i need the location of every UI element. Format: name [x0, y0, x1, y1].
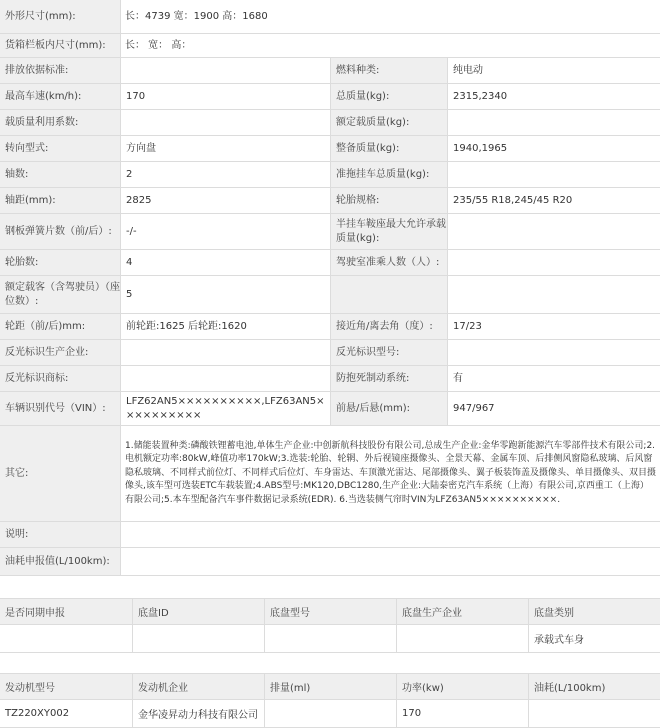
spec-value	[447, 110, 660, 135]
column-header: 功率(kw)	[396, 674, 528, 699]
spec-label: 轴数:	[0, 162, 120, 187]
spec-value: 纯电动	[447, 58, 660, 83]
spec-label: 轮胎数:	[0, 250, 120, 275]
spec-label: 外形尺寸(mm):	[0, 0, 120, 33]
spec-row	[0, 162, 660, 188]
spec-row	[0, 366, 660, 392]
spec-value: 5	[120, 276, 330, 313]
spec-row	[0, 58, 660, 84]
spec-label: 驾驶室准乘人数（人）:	[330, 250, 447, 275]
column-header: 底盘生产企业	[396, 599, 528, 624]
spec-label: 前悬/后悬(mm):	[330, 392, 447, 425]
spec-label: 其它:	[0, 426, 120, 521]
table-cell	[396, 625, 528, 652]
spec-value	[447, 214, 660, 249]
spec-label: 载质量利用系数:	[0, 110, 120, 135]
spec-label: 额定载客（含驾驶员）（座位数）:	[0, 276, 120, 313]
spec-row	[0, 392, 660, 426]
spec-row	[0, 340, 660, 366]
spec-value	[120, 58, 330, 83]
spec-row	[0, 34, 660, 58]
spec-label: 整备质量(kg):	[330, 136, 447, 161]
spec-value: 1940,1965	[447, 136, 660, 161]
column-header: 底盘型号	[264, 599, 396, 624]
spec-label: 准拖挂车总质量(kg):	[330, 162, 447, 187]
chassis-data-row	[0, 625, 660, 653]
spec-value	[447, 250, 660, 275]
spec-label: 车辆识别代号（VIN）:	[0, 392, 120, 425]
spec-label: 额定载质量(kg):	[330, 110, 447, 135]
table-cell: TZ220XY002	[5, 708, 70, 719]
spec-value: 长：4739 宽：1900 高：1680	[120, 0, 660, 33]
spec-row	[0, 250, 660, 276]
vin-value: LFZ62AN5××××××××××,LFZ63AN5××××××××××	[120, 392, 330, 425]
chassis-header-row	[0, 599, 660, 625]
spec-row	[0, 0, 660, 34]
spec-label: 货箱栏板内尺寸(mm):	[0, 34, 120, 57]
spec-label: 反光标识生产企业:	[0, 340, 120, 365]
spec-label: 轴距(mm):	[0, 188, 120, 213]
spec-label: 总质量(kg):	[330, 84, 447, 109]
spec-value	[120, 522, 660, 547]
table-cell	[132, 625, 264, 652]
column-header: 油耗(L/100km)	[528, 674, 660, 699]
spec-label: 油耗申报值(L/100km):	[0, 548, 120, 575]
column-header: 发动机型号	[0, 674, 132, 699]
table-cell	[0, 625, 132, 652]
table-cell	[264, 700, 396, 727]
engine-table	[0, 673, 660, 728]
spec-row	[0, 522, 660, 548]
spec-value	[120, 548, 660, 575]
spec-value: 2315,2340	[447, 84, 660, 109]
spec-row	[0, 188, 660, 214]
spec-value: 2825	[120, 188, 330, 213]
spec-row	[0, 314, 660, 340]
spec-value	[120, 110, 330, 135]
chassis-table	[0, 598, 660, 653]
table-cell: 金华凌昇动力科技有限公司	[132, 700, 264, 727]
table-cell	[264, 625, 396, 652]
spec-value: 方向盘	[120, 136, 330, 161]
spec-value: 长： 宽： 高：	[120, 34, 660, 57]
spec-value	[447, 162, 660, 187]
engine-header-row	[0, 674, 660, 700]
column-header: 是否同期申报	[0, 599, 132, 624]
spec-value	[447, 340, 660, 365]
spec-label: 排放依据标准:	[0, 58, 120, 83]
spec-label: 轮胎规格:	[330, 188, 447, 213]
spec-label: 反光标识型号:	[330, 340, 447, 365]
spec-row	[0, 276, 660, 314]
column-header: 发动机企业	[132, 674, 264, 699]
spec-label: 最高车速(km/h):	[0, 84, 120, 109]
spec-label: 转向型式:	[0, 136, 120, 161]
spec-row	[0, 110, 660, 136]
spec-row	[0, 84, 660, 110]
engine-data-row	[0, 700, 660, 728]
spec-value: 235/55 R18,245/45 R20	[447, 188, 660, 213]
spec-value: 4	[120, 250, 330, 275]
spec-label	[330, 276, 447, 313]
table-cell: 170	[396, 700, 528, 727]
table-cell: 承载式车身	[528, 625, 660, 652]
spec-value: 2	[120, 162, 330, 187]
spec-value: -/-	[120, 214, 330, 249]
spec-row	[0, 548, 660, 576]
spec-label: 燃料种类:	[330, 58, 447, 83]
notes-value: 1.储能装置种类:磷酸铁锂蓄电池,单体生产企业:中创新航科技股份有限公司,总成生产企业:金华零跑新能源汽车零部件技术有限公司;2.电机额定功率:80kW,峰值功率170kW;3.选装:轮胎、轮辋、外后视镜座摄像头、全景天幕、金属车顶、后排侧风窗隐私玻璃、后风窗隐私玻璃、不同样式前位灯、不同样式后位灯、车身雷达、车顶激光雷达、尾部摄像头、翼子板装饰盖及摄像头、单目摄像头、双目摄像头,该车型可选装ETC车载装置;4.ABS型号:MK120,DBC1280,生产企业:大陆泰密克汽车系统（上海）有限公司,京西重工（上海）有限公司;5.本车型配备汽车事件数据记录系统(EDR). 6.当选装侧气帘时VIN为LFZ63AN5××××××××××.	[120, 426, 660, 521]
spec-row	[0, 214, 660, 250]
spec-row	[0, 426, 660, 522]
spec-value: 前轮距:1625 后轮距:1620	[120, 314, 330, 339]
spec-label: 接近角/离去角（度）:	[330, 314, 447, 339]
spec-label: 轮距（前/后)mm:	[0, 314, 120, 339]
column-header: 底盘类别	[528, 599, 660, 624]
spec-value: 170	[120, 84, 330, 109]
spec-row	[0, 136, 660, 162]
spec-value: 有	[447, 366, 660, 391]
spec-value	[120, 340, 330, 365]
spec-label: 钢板弹簧片数（前/后）:	[0, 214, 120, 249]
spec-value: 947/967	[447, 392, 660, 425]
spec-value	[447, 276, 660, 313]
spec-label: 防抱死制动系统:	[330, 366, 447, 391]
table-cell	[528, 700, 660, 727]
column-header: 排量(ml)	[264, 674, 396, 699]
column-header: 底盘ID	[132, 599, 264, 624]
spec-label: 说明:	[0, 522, 120, 547]
spec-label: 反光标识商标:	[0, 366, 120, 391]
spec-label: 半挂车鞍座最大允许承载质量(kg):	[330, 214, 447, 249]
spec-value	[120, 366, 330, 391]
spec-value: 17/23	[447, 314, 660, 339]
